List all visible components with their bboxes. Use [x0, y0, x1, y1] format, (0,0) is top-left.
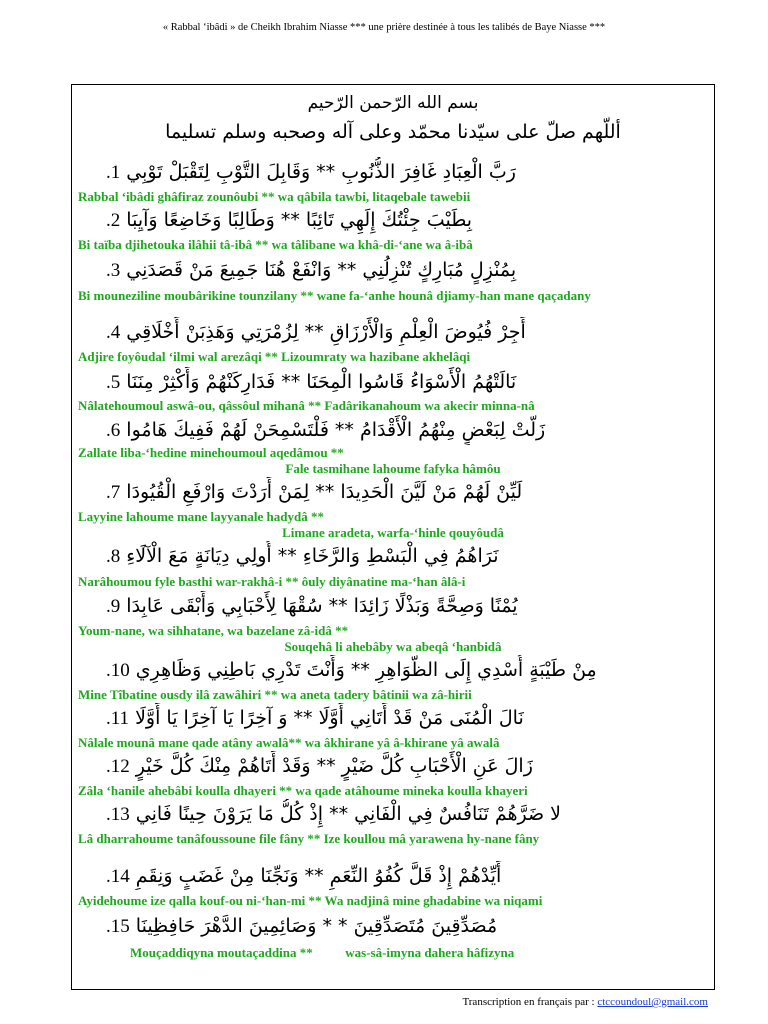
verse-arabic: لَيِّنْ لَهُمْ مَنْ لَيَّنَ الْحَدِيدَا ** لِمَنْ أَرَدْتَ وَارْفَعِ الْقُيُودَا 7.	[106, 481, 523, 503]
verse-transliteration: Ayidehoume ize qalla kouf-ou ni-‘han-mi ** Wa nadjinâ mine ghadabine wa niqami	[78, 893, 543, 908]
verse-transliteration-continued: Fale tasmihane lahoume fafyka hâmôu	[285, 461, 501, 476]
verse-arabic: نَالَ الْمُنَى مَنْ قَدْ أَتَانِي أَوَّلَا ** وَ آخِرًا يَا آخِرًا يَا أَوَّلَا 11.	[106, 707, 524, 729]
verse-arabic: أَيِّدْهُمْ إِذْ قَلَّ كُفُوُ النِّعَمِ ** وَنَجِّنَا مِنْ غَضَبٍ وَنِقَمِ 14.	[106, 865, 502, 887]
verse-arabic: نَرَاهُمُ فِي الْبَسْطِ وَالرَّخَاءِ ** أُولِي دِيَانَةٍ مَعَ الْآلَاءِ 8.	[106, 545, 499, 567]
verse-arabic: أَجِرْ فُيُوضَ الْعِلْمِ وَالْأَرْزَاقِ ** لِزُمْرَتِي وَهَذِبَنْ أَخْلَاقِي 4.	[106, 321, 526, 343]
credit-label: Transcription en français par :	[462, 996, 598, 1008]
verse-arabic: نَالَتْهُمُ الْأَسْوَاءُ قَاسُوا الْمِحَنَا ** فَدَارِكَنْهُمْ وَأَكْثِرْ مِنَنَا 5.	[106, 371, 517, 393]
verse-arabic: مِنْ طَيْبَةٍ أُسْدِي إِلَى الظَّوَاهِرِ ** وَأَنْتَ تَدْرِي بَاطِنِي وَظَاهِرِي 10.	[106, 659, 597, 681]
transcription-credit	[462, 996, 708, 1008]
verse-transliteration: Rabbal ‘ibâdi ghâfiraz zounôubi ** wa qâbila tawbi, litaqebale tawebii	[78, 189, 471, 204]
verse-transliteration: Layyine lahoume mane layyanale hadydâ **	[78, 509, 324, 524]
document-header: « Rabbal ‘ibâdi » de Cheikh Ibrahim Niasse *** une prière destinée à tous les talibés de Baye Niasse ***	[162, 22, 606, 33]
verse-arabic: لا ضَرَّهُمْ تَنَافُسٌ فِي الْفَانِي ** إِذْ كُلُّ مَا يَرَوْنَ حِينًا فَانِي 13.	[106, 803, 562, 825]
verse-arabic: بِطَيْبَ جِئْتُكَ إِلَهِي تَائِبًا ** وَطَالِبًا وَخَاضِعًا وَآيِبَا 2.	[106, 209, 473, 231]
verse-arabic: بِمُنْزِلٍ مُبَارِكٍ تُنْزِلُنِي ** وَانْفَعْ هُنَا جَمِيعَ مَنْ قَصَدَنِي 3.	[106, 259, 517, 281]
verse-arabic: يُمْنًا وَصِحَّةً وَبَذْلًا زَائِدَا ** سُقْهَا لِأَحْبَابِي وَأَبْقَى عَابِدَا 9.	[106, 595, 518, 617]
verse-transliteration: Nâlale mounâ mane qade atâny awalâ** wa âkhirane yâ â-khirane yâ awalâ	[78, 735, 500, 750]
prayer-frame	[71, 84, 715, 990]
verse-transliteration: Lâ dharrahoume tanâfoussoune file fâny ** Ize koullou mâ yarawena hy-nane fâny	[78, 831, 540, 846]
verse-transliteration: Narâhoumou fyle basthi war-rakhâ-i ** ôuly diyânatine ma-‘han âlâ-i	[78, 574, 466, 589]
basmala: بسم الله الرّحمن الرّحيم	[307, 93, 479, 113]
verse-transliteration: Bi taïba djihetouka ilâhii tâ-ibâ ** wa tâlibane wa khâ-di-‘ane wa â-ibâ	[78, 237, 473, 252]
verse-arabic: مُصَدِّقِينَ مُتَصَدِّقِينَ * * وَصَائِمِينَ الدَّهْرَ حَافِظِينَا 15.	[106, 915, 498, 937]
verse-transliteration-continued: Souqehâ li ahebâby wa abeqâ ‘hanbidâ	[284, 639, 502, 654]
verse-transliteration: Zallate liba-‘hedine minehoumoul aqedâmou **	[78, 445, 344, 460]
verse-arabic: زَالَ عَنِ الْأَحْبَابِ كُلَّ ضَيْرٍ ** وَقَدْ أَتَاهُمْ مِنْكَ كُلَّ خَيْرٍ 12.	[106, 755, 533, 777]
verse-transliteration: Nâlatehoumoul aswâ-ou, qâssôul mihanâ ** Fadârikanahoum wa akecir minna-nâ	[78, 398, 535, 413]
verse-transliteration: Bi mouneziline moubârikine tounzilany ** wane fa-‘anhe hounâ djiamy-han mane qaçadany	[78, 288, 591, 303]
salat-line: أللّهم صلّ على سيّدنا محمّد وعلى آله وصحبه وسلم تسليما	[165, 121, 621, 143]
verse-arabic: زَلَّتْ لِبَعْضٍ مِنْهُمُ الْأَقْدَامُ ** فَلْتَسْمِحَنْ لَهُمْ فَفِيكَ هَامُوا 6.	[106, 419, 546, 441]
verse-transliteration-continued: Limane aradeta, warfa-‘hinle qouyôudâ	[282, 525, 504, 540]
verse-transliteration: Mouçaddiqyna moutaçaddina ** was-sâ-imyna dahera hâfizyna	[130, 945, 515, 960]
verse-transliteration: Adjire foyôudal ‘ilmi wal arezâqi ** Lizoumraty wa hazibane akhelâqi	[78, 349, 471, 364]
verse-transliteration: Zâla ‘hanile ahebâbi koulla dhayeri ** wa qade atâhoume mineka koulla khayeri	[78, 783, 528, 798]
email-link[interactable]: ctccoundoul@gmail.com	[597, 996, 708, 1008]
verse-transliteration: Youm-nane, wa sihhatane, wa bazelane zâ-idâ **	[78, 623, 349, 638]
verse-arabic: رَبَّ الْعِبَادِ غَافِرَ الذُّنُوبِ ** وَقَابِلَ التَّوْبِ لِتَقْبَلْ تَوْبِي 1.	[106, 161, 516, 183]
verse-transliteration: Mine Tîbatine ousdy ilâ zawâhiri ** wa aneta tadery bâtinii wa zâ-hirii	[78, 687, 472, 702]
